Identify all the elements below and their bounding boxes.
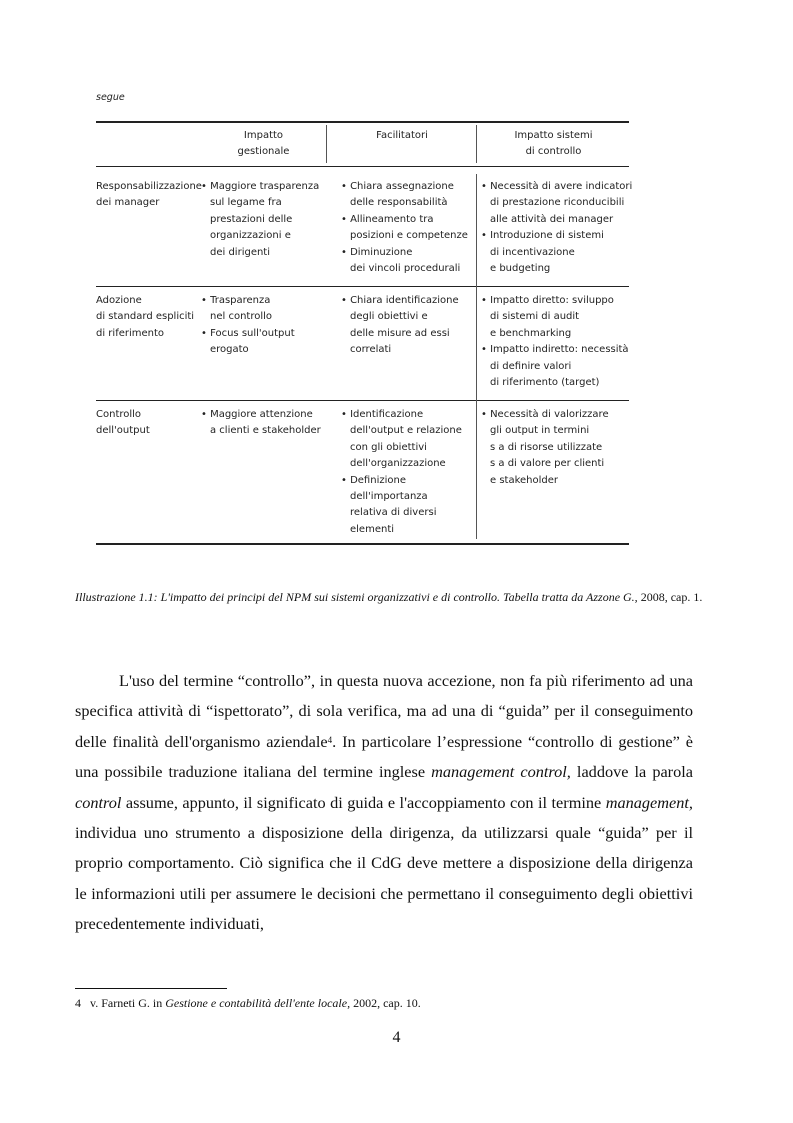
cell-line: di incentivazione [490,246,575,258]
footnote-post: 2002, cap. 10. [350,996,421,1010]
cell-facilitatori [341,179,473,277]
header-rule [96,166,629,167]
cell-line: di definire valori [490,360,572,372]
cell-impatto-sistemi [481,179,633,277]
cell-line: a clienti e stakeholder [210,425,321,437]
cell-line: Controllo [96,409,142,420]
column-divider [476,174,477,539]
cell-line: degli obiettivi e [350,311,428,323]
cell-line: dell'output e relazione [350,425,462,437]
header-line [96,144,201,160]
row-divider [96,286,629,287]
cell-line: di riferimento [96,327,165,339]
cell-line: dell'importanza [350,491,428,503]
cell-line: e stakeholder [490,474,559,486]
cell-line: e budgeting [490,263,551,275]
cell-line: di prestazione riconducibili [490,197,625,209]
cell-line: dei vincoli procedurali [350,263,461,275]
header-line: Impatto [243,130,284,141]
cell-line: prestazioni delle [210,213,293,225]
cell-line: dell'organizzazione [350,458,446,470]
footnote-title: Gestione e contabilità dell'ente locale, [165,996,351,1010]
header-impatto-gestionale [201,128,326,160]
cell-line: relativa di diversi [350,507,437,519]
table-top-rule [96,121,629,123]
cell-impatto-sistemi [481,293,629,391]
cell-line: correlati [350,344,392,356]
cell-impatto-sistemi [481,407,629,489]
header-line [96,128,201,144]
cell-line: • Trasparenza [201,295,271,306]
caption-plain: 2008, cap. 1. [637,590,703,604]
cell-line: di standard espliciti [96,311,195,323]
caption-italic: Illustrazione 1.1: L'impatto dei principi del NPM sui sistemi organizzativi e di controllo. Tabella tratta da Azzone G., [75,590,638,604]
cell-line: gli output in termini [490,425,590,437]
cell-facilitatori [341,293,473,359]
cell-line: elementi [350,523,395,535]
cell-line: con gli obiettivi [350,441,427,453]
cell-row-label [96,293,201,342]
cell-line: • Maggiore attenzione [201,409,313,420]
cell-impatto-gestionale [201,407,326,440]
cell-line: dell'output [96,425,150,437]
cell-line: dei dirigenti [210,246,271,258]
cell-line: • Focus sull'output [201,327,295,339]
footnote-reference: 4 [327,734,333,745]
para-text-5: individua uno strumento a disposizione della dirigenza, da utilizzarsi quale “guida” per il proprio comportamento. Ciò significa che il CdG deve mettere a disposizione della dirigenza le informazioni utili per assumere le decisioni che permettano il conseguimento degli obiettivi precedentemente individuati, [75,823,693,934]
header-line: Facilitatori [376,130,428,141]
cell-line: • Chiara identificazione [341,295,459,306]
cell-impatto-gestionale [201,179,326,261]
header-line: gestionale [237,146,290,157]
cell-line: • Necessità di avere indicatori [481,181,633,192]
cell-line: dei manager [96,197,160,209]
header-column-divider [326,125,327,163]
cell-line: • Allineamento tra [341,213,434,225]
table-bottom-rule [96,543,629,545]
npm-impact-table [96,121,633,545]
header-facilitatori [328,128,476,160]
para-text-2: . In particolare l’espressione “controllo di gestione” è una possibile traduzione italiana del termine inglese [75,731,693,782]
header-line: di controllo [525,146,582,157]
cell-line: • Maggiore trasparenza [201,181,320,192]
page-number: 4 [392,1029,401,1046]
cell-line: • Diminuzione [341,246,413,258]
footnote-pre: v. Farneti G. in [90,996,166,1010]
footnote-separator [75,988,227,989]
cell-impatto-gestionale [201,293,326,359]
header-impatto-sistemi [478,128,629,160]
cell-line: Responsabilizzazione [96,181,202,192]
cell-line: • Definizione [341,474,406,486]
header-line [328,144,476,160]
para-emphasis-management: management, [605,792,693,812]
cell-row-label [96,179,201,212]
para-emphasis-management-control: management control, [431,762,571,782]
cell-facilitatori [341,407,473,538]
cell-line: delle responsabilità [350,197,448,209]
cell-row-label [96,407,201,440]
cell-line: s a di risorse utilizzate [490,441,603,453]
cell-line: sul legame fra [210,197,282,209]
cell-line: e benchmarking [490,327,572,339]
cell-line: organizzazioni e [210,230,291,242]
cell-line: erogato [210,344,249,356]
header-column-divider [476,125,477,163]
cell-line: • Necessità di valorizzare [481,409,609,420]
cell-line: di riferimento (target) [490,377,600,389]
cell-line: posizioni e competenze [350,230,468,242]
cell-line: • Introduzione di sistemi [481,230,604,242]
figure-caption [75,589,705,606]
para-text-4: assume, appunto, il significato di guida e l'accoppiamento con il termine [121,792,606,812]
cell-line: Adozione [96,295,142,306]
cell-line: s a di valore per clienti [490,458,605,470]
para-text-1: L'uso del termine “controllo”, in questa nuova accezione, non fa più riferimento ad una specifica attività di “ispettorato”, di sola verifica, ma ad una di “guida” per il conseguimento delle finalità dell'organismo aziendale [75,671,693,751]
cell-line: • Impatto diretto: sviluppo [481,295,614,306]
footnote-number: 4 [75,996,81,1010]
segue-label: segue [96,92,125,103]
cell-line: nel controllo [210,311,273,323]
cell-line: delle misure ad essi [350,327,450,339]
header-row-label [96,128,201,160]
row-divider [96,400,629,401]
para-emphasis-control: control [75,792,122,812]
body-paragraph [75,666,693,940]
header-line: Impatto sistemi [514,130,593,141]
cell-line: • Chiara assegnazione [341,181,454,192]
cell-line: • Impatto indiretto: necessità [481,344,629,356]
para-text-3: laddove la parola [570,762,693,782]
cell-line: di sistemi di audit [490,311,580,323]
footnote [75,996,421,1011]
cell-line: alle attività dei manager [490,213,614,225]
cell-line: • Identificazione [341,409,424,420]
